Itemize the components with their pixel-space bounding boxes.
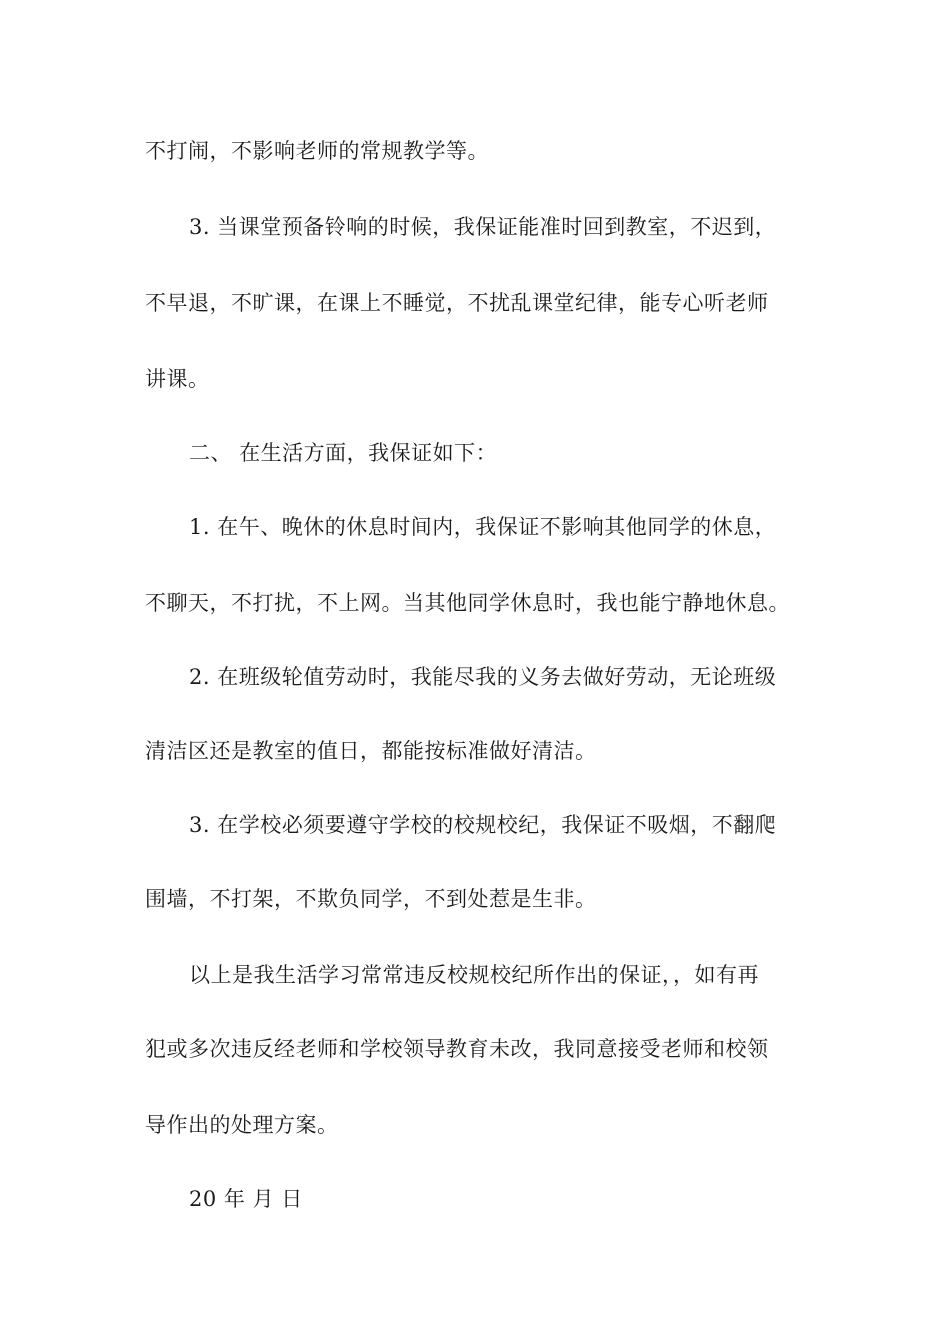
date-line: 20 年 月 日 — [189, 1187, 303, 1211]
paragraph-line: 讲课。 — [145, 367, 210, 391]
section-heading: 二、 在生活方面，我保证如下： — [189, 441, 498, 465]
paragraph-line: 3. 在学校必须要遵守学校的校规校纪，我保证不吸烟，不翻爬 — [189, 813, 777, 837]
paragraph-line: 导作出的处理方案。 — [145, 1113, 339, 1137]
paragraph-line: 以上是我生活学习常常违反校规校纪所作出的保证，，如有再 — [189, 963, 759, 987]
paragraph-line: 清洁区还是教室的值日，都能按标准做好清洁。 — [145, 739, 597, 763]
paragraph-line: 不打闹，不影响老师的常规教学等。 — [145, 139, 489, 163]
paragraph-line: 不早退，不旷课，在课上不睡觉，不扰乱课堂纪律，能专心听老师 — [145, 291, 769, 315]
paragraph-line: 2. 在班级轮值劳动时，我能尽我的义务去做好劳动，无论班级 — [189, 665, 777, 689]
paragraph-line: 围墙，不打架，不欺负同学，不到处惹是生非。 — [145, 887, 597, 911]
paragraph-line: 不聊天，不打扰，不上网。当其他同学休息时，我也能宁静地休息。 — [145, 591, 790, 615]
paragraph-line: 1. 在午、晚休的休息时间内，我保证不影响其他同学的休息， — [189, 515, 777, 539]
paragraph-line: 犯或多次违反经老师和学校领导教育未改，我同意接受老师和校领 — [145, 1037, 769, 1061]
paragraph-line: 3. 当课堂预备铃响的时候，我保证能准时回到教室，不迟到， — [189, 215, 777, 239]
